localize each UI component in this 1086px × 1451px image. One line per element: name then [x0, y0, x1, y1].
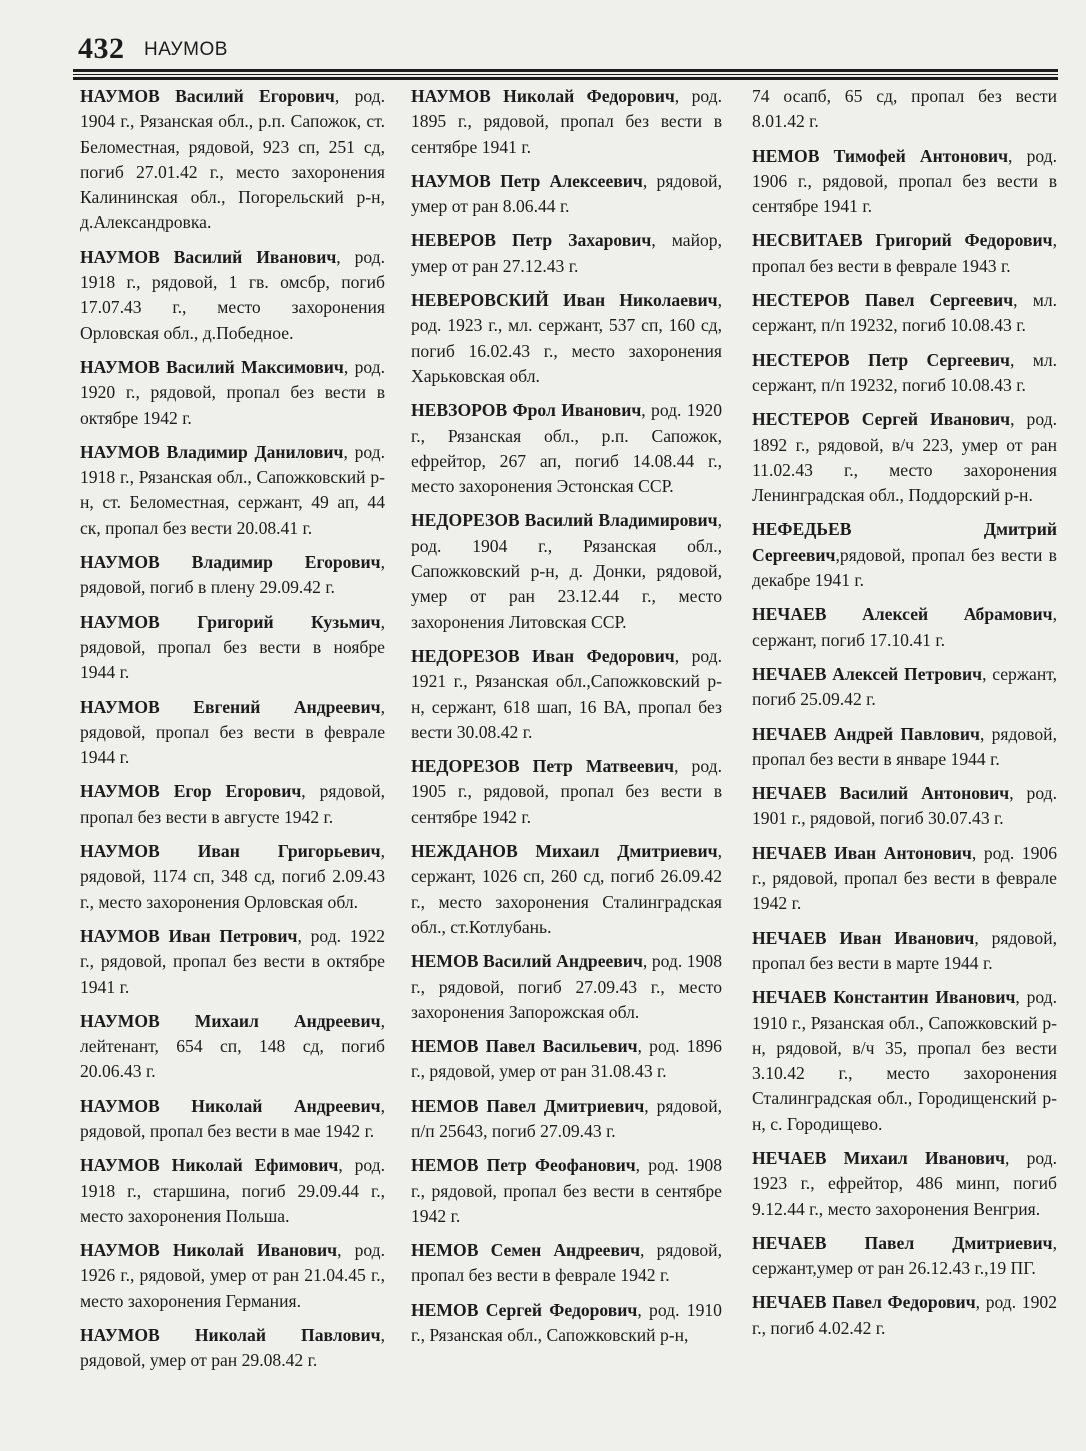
entry [80, 924, 385, 1000]
entry-name: НЕЧАЕВ Алексей Абрамович [752, 604, 1053, 625]
entry [752, 781, 1057, 832]
entry-name: НАУМОВ Егор Егорович [80, 781, 302, 802]
entry-name: НАУМОВ Николай Андреевич [80, 1095, 381, 1116]
entry-name: НЕМОВ Тимофей Антонович [752, 145, 1008, 166]
entry [752, 407, 1057, 508]
entry [411, 288, 722, 389]
entry-name: НЕЧАЕВ Андрей Павлович [752, 723, 980, 744]
entry-details: , род. 1920 г., Рязанская обл., р.п. Сапожок, ефрейтор, 267 ап, погиб 14.08.44 г., место захоронения Эстонская ССР. [411, 400, 722, 497]
entry-details: , рядовой, пропал без вести в ноябре 1944 г. [80, 611, 385, 683]
entry-name: НЕДОРЕЗОВ Василий Владимирович [411, 510, 718, 531]
entry [80, 245, 385, 346]
entry-name: НАУМОВ Иван Григорьевич [80, 841, 381, 862]
entry [752, 84, 1057, 135]
entry [80, 355, 385, 431]
entry [80, 440, 385, 541]
entry-name: НАУМОВ Василий Егорович [80, 86, 335, 106]
entry [752, 926, 1057, 977]
entry-name: НАУМОВ Петр Алексеевич [411, 170, 643, 191]
entry [411, 228, 722, 279]
entry [80, 1238, 385, 1314]
entry-details: 74 осапб, 65 сд, пропал без вести 8.01.42 г. [752, 86, 1057, 132]
entry [411, 839, 722, 940]
entry-details: , род. 1904 г., Рязанская обл., р.п. Сапожок, ст. Беломестная, рядовой, 923 сп, 251 сд, погиб 27.01.42 г., место захоронения Калининская обл., Погорельский р-н, д.Александровка. [80, 86, 385, 233]
entry-details: , род. 1905 г., рядовой, пропал без вести в сентябре 1942 г. [411, 756, 722, 827]
entry-name: НЕЧАЕВ Иван Иванович [752, 927, 975, 948]
entry-details: , рядовой, пропал без вести в мае 1942 г. [80, 1095, 385, 1141]
entry [80, 695, 385, 771]
entry-details: , род. 1895 г., рядовой, пропал без вести в сентябре 1941 г. [411, 86, 722, 157]
entry-name: НЕЖДАНОВ Михаил Дмитриевич [411, 841, 718, 862]
entry-name: НЕВЕРОВСКИЙ Иван Николаевич [411, 290, 718, 311]
entry-details: , род. 1918 г., рядовой, 1 гв. омсбр, погиб 17.07.43 г., место захоронения Орловская обл., д.Победное. [80, 246, 386, 343]
entry-details: , рядовой, п/п 25643, погиб 27.09.43 г. [411, 1095, 723, 1141]
entry [80, 550, 385, 601]
entry-details: , сержант,умер от ран 26.12.43 г.,19 ПГ. [752, 1232, 1057, 1279]
entry [752, 1290, 1057, 1341]
entry-name: НЕФЕДЬЕВ Дмитрий Сергеевич [752, 519, 1057, 565]
entry-details: , род. 1901 г., рядовой, погиб 30.07.43 г. [752, 783, 1057, 829]
entry-name: НЕЧАЕВ Алексей Петрович [752, 663, 983, 684]
entry [80, 1153, 385, 1229]
entry-name: НЕЧАЕВ Иван Антонович [752, 842, 972, 863]
entry-name: НЕСВИТАЕВ Григорий Федорович [752, 230, 1053, 251]
entry-name: НАУМОВ Григорий Кузьмич [80, 611, 381, 632]
entry-name: НАУМОВ Владимир Данилович [80, 441, 344, 462]
entry-name: НАУМОВ Николай Ефимович [80, 1155, 339, 1176]
entry [411, 398, 722, 499]
entry [752, 1146, 1057, 1222]
entry-details: , сержант, 1026 сп, 260 сд, погиб 26.09.42 г., место захоронения Сталинградская обл., ст.Котлубань. [411, 841, 722, 937]
entry [80, 1009, 385, 1085]
entry-name: НЕВЕРОВ Петр Захарович [411, 230, 652, 251]
entry-name: НЕЧАЕВ Михаил Иванович [752, 1147, 1005, 1168]
entry-name: НЕЧАЕВ Константин Иванович [752, 987, 1016, 1008]
entry-details: , род. 1908 г., рядовой, пропал без вести в сентябре 1942 г. [411, 1155, 722, 1226]
entry-name: НЕМОВ Сергей Федорович [411, 1299, 638, 1320]
entry-details: , рядовой, пропал без вести в августе 1942 г. [80, 781, 386, 827]
entry-name: НАУМОВ Владимир Егорович [80, 552, 381, 573]
entry-name: НАУМОВ Евгений Андреевич [80, 696, 381, 717]
page-header [78, 32, 1058, 72]
entry-name: НАУМОВ Василий Иванович [80, 246, 337, 267]
entry-details: , рядовой, пропал без вести в феврале 1942 г. [411, 1240, 722, 1286]
entry-details: , род. 1920 г., рядовой, пропал без вести в октябре 1942 г. [80, 356, 386, 428]
entry-name: НАУМОВ Николай Иванович [80, 1240, 338, 1261]
entry-name: НАУМОВ Василий Максимович [80, 356, 344, 377]
entry-details: , рядовой, 1174 сп, 348 сд, погиб 2.09.43 г., место захоронения Орловская обл. [80, 841, 385, 912]
entry [752, 602, 1057, 653]
entry-name: НЕДОРЕЗОВ Петр Матвеевич [411, 756, 675, 777]
entry-details: , род. 1921 г., Рязанская обл.,Сапожковский р-н, сержант, 618 шап, 16 ВА, пропал без вести 30.08.42 г. [411, 645, 722, 742]
entry [411, 1094, 722, 1145]
entry [411, 1153, 722, 1229]
running-head: НАУМОВ [144, 39, 228, 60]
entry-details: , рядовой, погиб в плену 29.09.42 г. [80, 552, 385, 598]
entry-name: НЕМОВ Семен Андреевич [411, 1240, 641, 1261]
entry-details: , мл. сержант, п/п 19232, погиб 10.08.43 г. [752, 349, 1058, 395]
entry-details: , род. 1908 г., рядовой, погиб 27.09.43 г., место захоронения Запорожская обл. [411, 951, 722, 1022]
entry-details: , майор, умер от ран 27.12.43 г. [411, 230, 722, 276]
entry [411, 1238, 722, 1289]
entry [80, 1094, 385, 1145]
entry-details: , пропал без вести в феврале 1943 г. [752, 230, 1057, 276]
entry [80, 610, 385, 686]
entry-details: , род. 1910 г., Рязанская обл., Сапожковский р-н, рядовой, в/ч 35, пропал без вести 3.10.42 г., место захоронения Сталинградская обл., Городищенский р-н, с. Городищево. [752, 987, 1057, 1134]
entry-name: НЕДОРЕЗОВ Иван Федорович [411, 645, 675, 666]
entry-name: НЕМОВ Павел Васильевич [411, 1036, 638, 1057]
entry [752, 144, 1057, 220]
entry-details: , род. 1918 г., Рязанская обл., Сапожковский р-н, ст. Беломестная, сержант, 49 ап, 44 ск, пропал без вести 20.08.41 г. [80, 441, 386, 538]
entry [752, 662, 1057, 713]
entry-details: , род. 1906 г., рядовой, пропал без вести в феврале 1942 г. [752, 842, 1057, 914]
entry-details: , сержант, погиб 17.10.41 г. [752, 604, 1057, 650]
entry-details: , род. 1926 г., рядовой, умер от ран 21.04.45 г., место захоронения Германия. [80, 1240, 386, 1311]
entry [411, 84, 722, 160]
entry [752, 517, 1057, 593]
column-1 [80, 84, 385, 1383]
entry-name: НЕЧАЕВ Василий Антонович [752, 783, 1010, 804]
entry-name: НЕМОВ Павел Дмитриевич [411, 1095, 645, 1116]
entry-name: НЕМОВ Василий Андреевич [411, 951, 643, 972]
entry-name: НЕСТЕРОВ Павел Сергеевич [752, 290, 1014, 311]
entry [752, 985, 1057, 1137]
entry-name: НЕСТЕРОВ Петр Сергеевич [752, 349, 1010, 370]
entry [752, 841, 1057, 917]
entry [752, 228, 1057, 279]
entry-name: НЕВЗОРОВ Фрол Иванович [411, 400, 642, 421]
entry [80, 84, 385, 236]
entry-details: , род. 1906 г., рядовой, пропал без вести в сентябре 1941 г. [752, 145, 1058, 217]
entry-name: НАУМОВ Михаил Андреевич [80, 1010, 381, 1031]
entry [80, 839, 385, 915]
entry-details: , род. 1923 г., ефрейтор, 486 минп, погиб 9.12.44 г., место захоронения Венгрия. [752, 1147, 1057, 1219]
entry-details: , род. 1892 г., рядовой, в/ч 223, умер от ран 11.02.43 г., место захоронения Ленинградская обл., Поддорский р-н. [752, 409, 1057, 506]
entry [411, 169, 722, 220]
entry [80, 779, 385, 830]
entry-name: НАУМОВ Иван Петрович [80, 925, 298, 946]
entry-details: , мл. сержант, п/п 19232, погиб 10.08.43 г. [752, 290, 1058, 336]
entry [752, 288, 1057, 339]
entry [411, 754, 722, 830]
entry-details: , лейтенант, 654 сп, 148 сд, погиб 20.06.43 г. [80, 1010, 385, 1082]
entry-name: НЕМОВ Петр Феофанович [411, 1155, 636, 1176]
entry-details: ,рядовой, пропал без вести в декабре 1941 г. [752, 544, 1057, 591]
entry [411, 1034, 722, 1085]
entry [752, 348, 1057, 399]
entry [411, 644, 722, 745]
entry-details: , рядовой, умер от ран 8.06.44 г. [411, 170, 722, 217]
entry-details: , сержант, погиб 25.09.42 г. [752, 663, 1057, 710]
column-2 [411, 84, 722, 1357]
entry-details: , рядовой, пропал без вести в январе 1944 г. [752, 723, 1057, 769]
entry [80, 1323, 385, 1374]
entry-details: , рядовой, пропал без вести в феврале 1944 г. [80, 696, 385, 768]
entry-details: , рядовой, умер от ран 29.08.42 г. [80, 1325, 385, 1371]
entry-name: НЕСТЕРОВ Сергей Иванович [752, 409, 1011, 430]
entry-details: , род. 1902 г., погиб 4.02.42 г. [752, 1292, 1057, 1338]
entry [752, 1231, 1057, 1282]
entry [752, 722, 1057, 773]
entry-details: , род. 1923 г., мл. сержант, 537 сп, 160 сд, погиб 16.02.43 г., место захоронения Харьковская обл. [411, 290, 722, 386]
entry-details: , рядовой, пропал без вести в марте 1944 г. [752, 927, 1058, 973]
page-number: 432 [78, 32, 125, 65]
entry-name: НАУМОВ Николай Павлович [80, 1325, 381, 1346]
entry-details: , род. 1896 г., рядовой, умер от ран 31.08.43 г. [411, 1036, 722, 1082]
entry [411, 949, 722, 1025]
entry [411, 508, 722, 634]
header-rule [73, 69, 1058, 80]
entry-name: НЕЧАЕВ Павел Федорович [752, 1292, 976, 1313]
entry-name: НАУМОВ Николай Федорович [411, 86, 675, 106]
entry-details: , род. 1910 г., Рязанская обл., Сапожковский р-н, [411, 1299, 722, 1346]
entry-name: НЕЧАЕВ Павел Дмитриевич [752, 1232, 1053, 1253]
entry-details: , род. 1922 г., рядовой, пропал без вести в октябре 1941 г. [80, 925, 385, 997]
entry [411, 1298, 722, 1349]
column-3 [752, 84, 1057, 1350]
entry-details: , род. 1918 г., старшина, погиб 29.09.44 г., место захоронения Польша. [80, 1155, 385, 1226]
entry-details: , род. 1904 г., Рязанская обл., Сапожковский р-н, д. Донки, рядовой, умер от ран 23.12.44 г., место захоронения Литовская ССР. [411, 510, 722, 632]
